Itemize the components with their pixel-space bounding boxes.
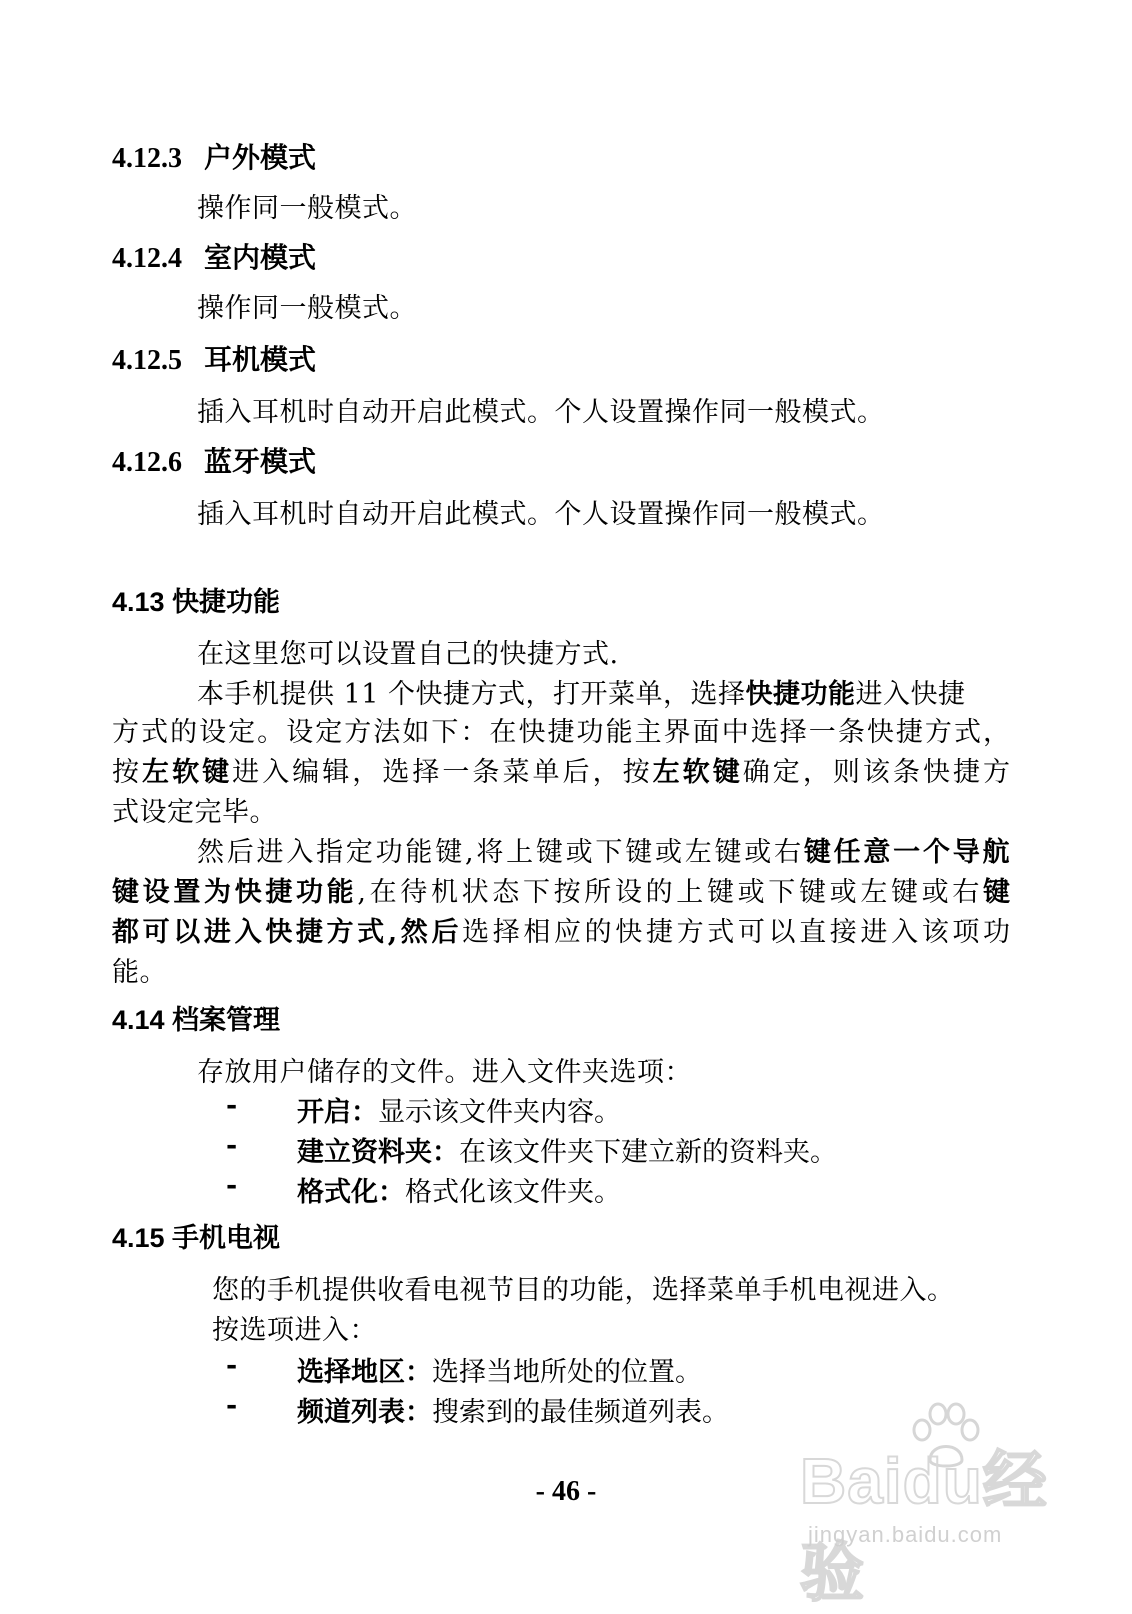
page-number: - 46 - — [535, 1476, 597, 1507]
paragraph-shortcut-line-4: 式设定完毕。 — [112, 797, 277, 828]
section-text-4-12-3: 操作同一般模式。 — [197, 193, 417, 224]
section-number: 4.12.3 — [112, 143, 182, 174]
bold-term: 快捷功能 — [745, 679, 856, 710]
mobile-tv-intro: 您的手机提供收看电视节目的功能，选择菜单手机电视进入。 — [212, 1275, 955, 1306]
section-heading-4-14: 4.14 档案管理 — [112, 1005, 281, 1035]
list-item-text: 搜索到的最佳频道列表。 — [432, 1397, 729, 1428]
section-heading-4-12-6 — [112, 440, 316, 480]
text-run: 确定，则该条快捷方 — [742, 757, 1011, 788]
paragraph-shortcut-line-1 — [197, 672, 966, 711]
list-bullet: - — [226, 1390, 238, 1421]
bold-term: 键设置为快捷功能 — [112, 877, 358, 908]
paragraph-shortcut-intro: 在这里您可以设置自己的快捷方式. — [197, 639, 619, 670]
section-title: 耳机模式 — [204, 345, 317, 376]
list-item — [297, 1350, 702, 1389]
list-item-label: 选择地区： — [297, 1357, 432, 1388]
list-item — [297, 1170, 621, 1209]
bold-term: 左软键 — [142, 757, 233, 788]
list-item-label: 格式化： — [297, 1177, 405, 1208]
list-item-label: 开启： — [297, 1097, 378, 1128]
paragraph-nav-line-1 — [197, 830, 1010, 869]
section-heading-4-12-3 — [112, 136, 316, 176]
bold-term: 都可以进入快捷方式,然后 — [112, 917, 463, 948]
text-run: 按 — [112, 757, 143, 788]
paragraph-nav-line-3 — [112, 910, 1010, 949]
section-number: 4.12.6 — [112, 447, 182, 478]
list-item-text: 格式化该文件夹。 — [405, 1177, 621, 1208]
file-manager-intro: 存放用户储存的文件。进入文件夹选项： — [197, 1057, 692, 1088]
watermark-brand: Baidu经验 — [800, 1445, 1048, 1609]
section-heading-4-12-4 — [112, 236, 316, 276]
bold-term: 键 — [983, 877, 1010, 908]
section-title: 户外模式 — [204, 143, 317, 174]
text-run: 然后进入指定功能键,将上键或下键或左键或右 — [197, 837, 804, 868]
paragraph-nav-line-4: 能。 — [112, 957, 167, 988]
paragraph-nav-line-2 — [112, 870, 1010, 909]
section-text-4-12-6: 插入耳机时自动开启此模式。个人设置操作同一般模式。 — [197, 499, 885, 530]
section-text-4-12-5: 插入耳机时自动开启此模式。个人设置操作同一般模式。 — [197, 397, 885, 428]
section-number: 4.12.5 — [112, 345, 182, 376]
list-item — [297, 1390, 729, 1429]
list-item — [297, 1090, 621, 1129]
text-run: 选择相应的快捷方式可以直接进入该项功 — [462, 917, 1010, 948]
list-item-text: 在该文件夹下建立新的资料夹。 — [459, 1137, 837, 1168]
section-text-4-12-4: 操作同一般模式。 — [197, 293, 417, 324]
bold-term: 左软键 — [652, 757, 743, 788]
watermark-url: jingyan.baidu.com — [808, 1522, 1003, 1547]
text-run: 进入快捷 — [855, 679, 966, 710]
section-heading-4-12-5 — [112, 338, 316, 378]
bold-term: 键任意一个导航 — [803, 837, 1010, 868]
text-run: 本手机提供 11 个快捷方式，打开菜单，选择 — [197, 679, 746, 710]
list-item-label: 频道列表： — [297, 1397, 432, 1428]
section-heading-4-15: 4.15 手机电视 — [112, 1223, 281, 1253]
mobile-tv-options-intro: 按选项进入： — [212, 1315, 377, 1346]
list-item-text: 显示该文件夹内容。 — [378, 1097, 621, 1128]
list-bullet: - — [226, 1170, 238, 1201]
section-title: 蓝牙模式 — [204, 447, 317, 478]
list-bullet: - — [226, 1350, 238, 1381]
text-run: 进入编辑，选择一条菜单后，按 — [232, 757, 653, 788]
section-heading-4-13: 4.13 快捷功能 — [112, 587, 281, 617]
text-run: ,在待机状态下按所设的上键或下键或左键或右 — [357, 877, 983, 908]
list-item — [297, 1130, 837, 1169]
paragraph-shortcut-line-3 — [112, 750, 1010, 789]
list-item-text: 选择当地所处的位置。 — [432, 1357, 702, 1388]
list-bullet: - — [226, 1090, 238, 1121]
list-bullet: - — [226, 1130, 238, 1161]
section-number: 4.12.4 — [112, 243, 182, 274]
paragraph-shortcut-line-2: 方式的设定。设定方法如下：在快捷功能主界面中选择一条快捷方式， — [112, 717, 1010, 748]
list-item-label: 建立资料夹： — [297, 1137, 459, 1168]
section-title: 室内模式 — [204, 243, 317, 274]
